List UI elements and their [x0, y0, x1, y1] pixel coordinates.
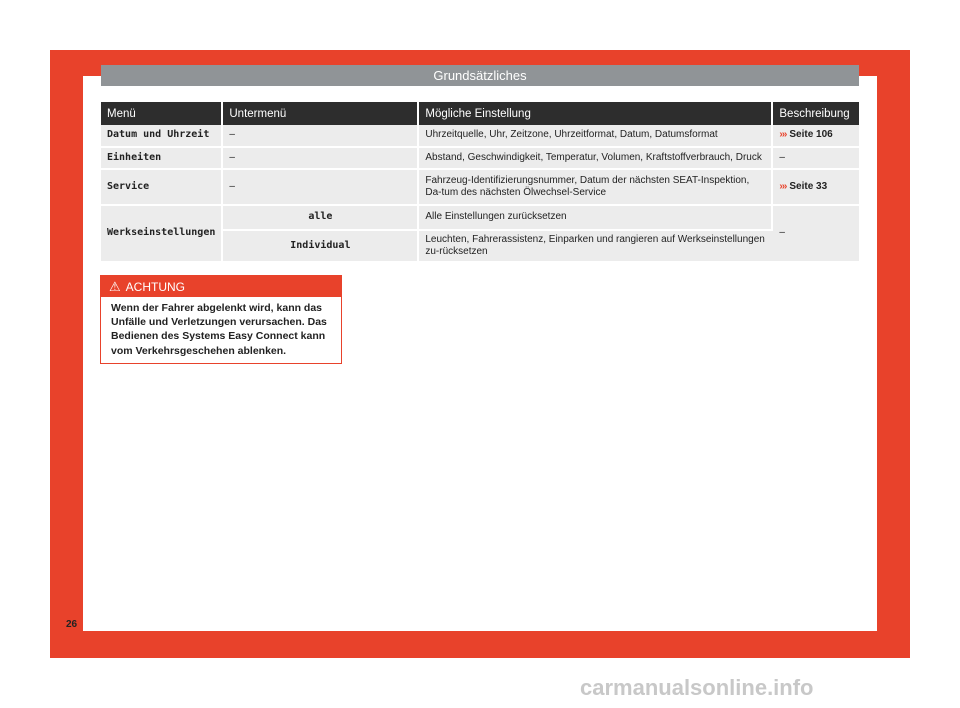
menu-cell: Werkseinstellungen — [101, 205, 222, 262]
submenu-cell: – — [222, 125, 418, 147]
submenu-cell: alle — [222, 205, 418, 230]
table-row — [101, 147, 859, 169]
description-cell[interactable] — [772, 169, 859, 205]
setting-cell: Alle Einstellungen zurücksetzen — [418, 205, 772, 230]
page-reference[interactable]: Seite 106 — [789, 129, 833, 141]
watermark: carmanualsonline.info — [580, 675, 814, 700]
warning-header — [101, 276, 341, 297]
menu-cell: Einheiten — [101, 147, 222, 169]
column-header-menu: Menü — [101, 102, 222, 125]
submenu-cell: – — [222, 169, 418, 205]
column-header-submenu: Untermenü — [222, 102, 418, 125]
arrow-icon: ››› — [779, 180, 787, 192]
setting-cell: Fahrzeug-Identifizierungsnummer, Datum der nächsten SEAT-Inspektion, Da-tum des nächsten Ölwechsel-Service — [418, 169, 772, 205]
column-header-description: Beschreibung — [772, 102, 859, 125]
setting-cell: Abstand, Geschwindigkeit, Temperatur, Volumen, Kraftstoffverbrauch, Druck — [418, 147, 772, 169]
description-cell[interactable] — [772, 125, 859, 147]
menu-cell: Service — [101, 169, 222, 205]
page-reference[interactable]: Seite 33 — [789, 180, 828, 192]
section-header: Grundsätzliches — [101, 65, 859, 86]
warning-triangle-icon: ⚠ — [109, 279, 121, 294]
menu-cell: Datum und Uhrzeit — [101, 125, 222, 147]
description-cell: – — [772, 205, 859, 262]
arrow-icon: ››› — [779, 129, 787, 141]
table-row — [101, 169, 859, 205]
table-row — [101, 125, 859, 147]
submenu-cell: – — [222, 147, 418, 169]
setting-cell: Leuchten, Fahrerassistenz, Einparken und rangieren auf Werkseinstellungen zu-rücksetzen — [418, 230, 772, 262]
table-header-row — [101, 102, 859, 125]
column-header-setting: Mögliche Einstellung — [418, 102, 772, 125]
settings-table — [101, 102, 859, 263]
page-number: 26 — [66, 619, 78, 630]
warning-title: ACHTUNG — [125, 280, 185, 294]
warning-box — [100, 275, 342, 364]
setting-cell: Uhrzeitquelle, Uhr, Zeitzone, Uhrzeitformat, Datum, Datumsformat — [418, 125, 772, 147]
description-cell: – — [772, 147, 859, 169]
table-row — [101, 205, 859, 230]
warning-text: Wenn der Fahrer abgelenkt wird, kann das Unfälle und Verletzungen verursachen. Das Bedienen des Systems Easy Connect kann vom Verkehrsgeschehen ablenken. — [111, 302, 327, 357]
submenu-cell: Individual — [222, 230, 418, 262]
